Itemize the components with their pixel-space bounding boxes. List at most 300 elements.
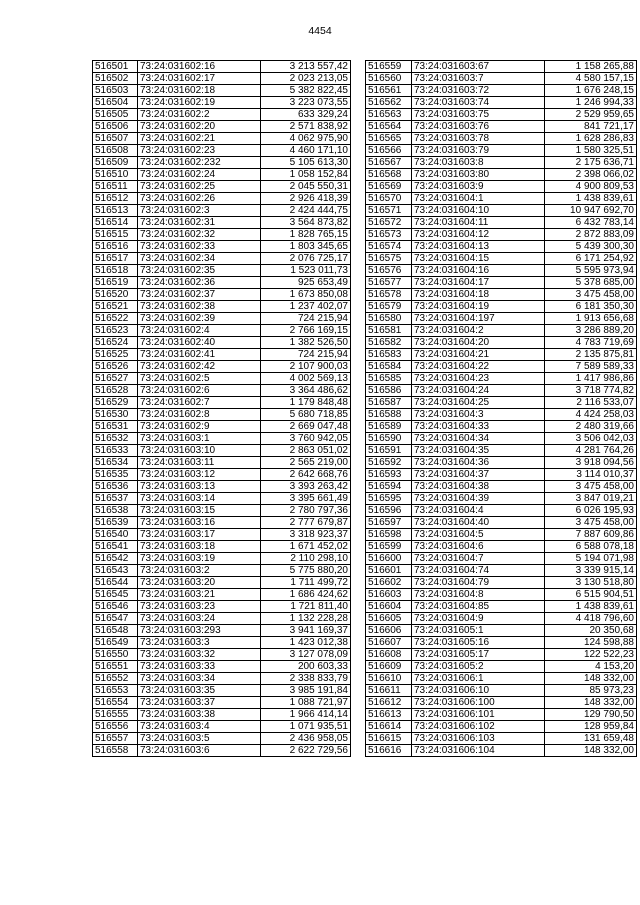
table-row — [93, 493, 351, 505]
cadastral-value: 1 246 994,33 — [545, 97, 637, 109]
cadastral-value: 3 114 010,37 — [545, 469, 637, 481]
table-row — [93, 61, 351, 73]
cadastral-number: 73:24:031603:21 — [138, 589, 261, 601]
table-row — [366, 289, 637, 301]
cadastral-number: 73:24:031603:4 — [138, 721, 261, 733]
cadastral-value: 1 580 325,51 — [545, 145, 637, 157]
table-row — [93, 733, 351, 745]
cadastral-value: 3 127 078,09 — [261, 649, 351, 661]
registry-table-right — [365, 60, 637, 757]
cadastral-number: 73:24:031602:35 — [138, 265, 261, 277]
cadastral-number: 73:24:031604:197 — [412, 313, 545, 325]
row-number: 516540 — [93, 529, 138, 541]
row-number: 516562 — [366, 97, 412, 109]
cadastral-value: 1 671 452,02 — [261, 541, 351, 553]
row-number: 516567 — [366, 157, 412, 169]
row-number: 516520 — [93, 289, 138, 301]
cadastral-value: 633 329,24 — [261, 109, 351, 121]
table-row — [366, 193, 637, 205]
cadastral-value: 3 339 915,14 — [545, 565, 637, 577]
cadastral-value: 1 803 345,65 — [261, 241, 351, 253]
cadastral-value: 5 105 613,30 — [261, 157, 351, 169]
table-row — [93, 337, 351, 349]
cadastral-number: 73:24:031602:20 — [138, 121, 261, 133]
cadastral-number: 73:24:031602:32 — [138, 229, 261, 241]
row-number: 516616 — [366, 745, 412, 757]
cadastral-value: 1 711 499,72 — [261, 577, 351, 589]
row-number: 516550 — [93, 649, 138, 661]
cadastral-value: 2 565 219,00 — [261, 457, 351, 469]
cadastral-value: 4 418 796,60 — [545, 613, 637, 625]
table-row — [93, 133, 351, 145]
table-row — [93, 241, 351, 253]
cadastral-number: 73:24:031604:11 — [412, 217, 545, 229]
table-row — [93, 697, 351, 709]
row-number: 516602 — [366, 577, 412, 589]
cadastral-value: 10 947 692,70 — [545, 205, 637, 217]
table-row — [366, 529, 637, 541]
cadastral-value: 2 338 833,79 — [261, 673, 351, 685]
table-row — [93, 577, 351, 589]
table-row — [366, 517, 637, 529]
row-number: 516561 — [366, 85, 412, 97]
cadastral-value: 5 378 685,00 — [545, 277, 637, 289]
cadastral-number: 73:24:031604:38 — [412, 481, 545, 493]
table-row — [93, 85, 351, 97]
cadastral-number: 73:24:031603:74 — [412, 97, 545, 109]
cadastral-value: 7 887 609,86 — [545, 529, 637, 541]
table-row — [93, 721, 351, 733]
table-row — [366, 205, 637, 217]
row-number: 516569 — [366, 181, 412, 193]
cadastral-number: 73:24:031603:76 — [412, 121, 545, 133]
table-row — [93, 469, 351, 481]
cadastral-number: 73:24:031602:7 — [138, 397, 261, 409]
table-row — [93, 385, 351, 397]
row-number: 516571 — [366, 205, 412, 217]
cadastral-number: 73:24:031603:67 — [412, 61, 545, 73]
cadastral-value: 3 213 557,42 — [261, 61, 351, 73]
cadastral-value: 3 847 019,21 — [545, 493, 637, 505]
cadastral-number: 73:24:031604:33 — [412, 421, 545, 433]
cadastral-value: 2 116 533,07 — [545, 397, 637, 409]
cadastral-value: 3 364 486,62 — [261, 385, 351, 397]
table-row — [366, 649, 637, 661]
cadastral-value: 3 718 774,82 — [545, 385, 637, 397]
cadastral-number: 73:24:031603:14 — [138, 493, 261, 505]
row-number: 516553 — [93, 685, 138, 697]
row-number: 516515 — [93, 229, 138, 241]
cadastral-value: 5 775 880,20 — [261, 565, 351, 577]
row-number: 516558 — [93, 745, 138, 757]
table-row — [93, 277, 351, 289]
table-row — [93, 601, 351, 613]
row-number: 516589 — [366, 421, 412, 433]
page-number: 4454 — [308, 25, 332, 37]
cadastral-number: 73:24:031602:4 — [138, 325, 261, 337]
cadastral-value: 1 628 286,83 — [545, 133, 637, 145]
cadastral-number: 73:24:031604:85 — [412, 601, 545, 613]
cadastral-number: 73:24:031603:15 — [138, 505, 261, 517]
cadastral-value: 1 132 228,28 — [261, 613, 351, 625]
cadastral-number: 73:24:031604:21 — [412, 349, 545, 361]
cadastral-number: 73:24:031602:36 — [138, 277, 261, 289]
row-number: 516611 — [366, 685, 412, 697]
cadastral-value: 6 515 904,51 — [545, 589, 637, 601]
row-number: 516612 — [366, 697, 412, 709]
table-row — [366, 73, 637, 85]
table-row — [366, 481, 637, 493]
table-row — [93, 265, 351, 277]
table-row — [93, 613, 351, 625]
table-row — [366, 85, 637, 97]
row-number: 516512 — [93, 193, 138, 205]
table-row — [93, 97, 351, 109]
cadastral-value: 1 158 265,88 — [545, 61, 637, 73]
row-number: 516564 — [366, 121, 412, 133]
table-row — [366, 121, 637, 133]
table-row — [93, 685, 351, 697]
table-row — [93, 217, 351, 229]
cadastral-number: 73:24:031602:38 — [138, 301, 261, 313]
cadastral-number: 73:24:031603:23 — [138, 601, 261, 613]
cadastral-value: 3 941 169,37 — [261, 625, 351, 637]
row-number: 516532 — [93, 433, 138, 445]
row-number: 516538 — [93, 505, 138, 517]
cadastral-value: 2 480 319,66 — [545, 421, 637, 433]
cadastral-number: 73:24:031603:80 — [412, 169, 545, 181]
row-number: 516572 — [366, 217, 412, 229]
row-number: 516590 — [366, 433, 412, 445]
cadastral-value: 2 926 418,39 — [261, 193, 351, 205]
cadastral-number: 73:24:031602:19 — [138, 97, 261, 109]
row-number: 516587 — [366, 397, 412, 409]
table-row — [366, 601, 637, 613]
cadastral-number: 73:24:031604:15 — [412, 253, 545, 265]
table-row — [366, 469, 637, 481]
cadastral-number: 73:24:031606:104 — [412, 745, 545, 757]
cadastral-number: 73:24:031603:10 — [138, 445, 261, 457]
table-row — [366, 145, 637, 157]
cadastral-number: 73:24:031604:25 — [412, 397, 545, 409]
table-row — [93, 169, 351, 181]
cadastral-value: 200 603,33 — [261, 661, 351, 673]
cadastral-value: 4 783 719,69 — [545, 337, 637, 349]
row-number: 516575 — [366, 253, 412, 265]
cadastral-number: 73:24:031603:12 — [138, 469, 261, 481]
row-number: 516517 — [93, 253, 138, 265]
table-row — [93, 193, 351, 205]
row-number: 516527 — [93, 373, 138, 385]
cadastral-value: 124 598,88 — [545, 637, 637, 649]
cadastral-value: 122 522,23 — [545, 649, 637, 661]
cadastral-value: 1 438 839,61 — [545, 193, 637, 205]
cadastral-number: 73:24:031603:78 — [412, 133, 545, 145]
table-row — [366, 745, 637, 757]
cadastral-value: 3 130 518,80 — [545, 577, 637, 589]
cadastral-value: 4 002 569,13 — [261, 373, 351, 385]
row-number: 516607 — [366, 637, 412, 649]
table-row — [93, 481, 351, 493]
cadastral-number: 73:24:031602:42 — [138, 361, 261, 373]
cadastral-number: 73:24:031602:25 — [138, 181, 261, 193]
row-number: 516537 — [93, 493, 138, 505]
cadastral-number: 73:24:031603:17 — [138, 529, 261, 541]
cadastral-value: 5 194 071,98 — [545, 553, 637, 565]
cadastral-value: 3 395 661,49 — [261, 493, 351, 505]
cadastral-value: 5 595 973,94 — [545, 265, 637, 277]
row-number: 516596 — [366, 505, 412, 517]
cadastral-value: 3 223 073,55 — [261, 97, 351, 109]
cadastral-value: 2 110 298,10 — [261, 553, 351, 565]
cadastral-number: 73:24:031602:6 — [138, 385, 261, 397]
cadastral-number: 73:24:031606:103 — [412, 733, 545, 745]
cadastral-value: 1 423 012,38 — [261, 637, 351, 649]
row-number: 516548 — [93, 625, 138, 637]
row-number: 516568 — [366, 169, 412, 181]
row-number: 516509 — [93, 157, 138, 169]
row-number: 516513 — [93, 205, 138, 217]
row-number: 516533 — [93, 445, 138, 457]
cadastral-number: 73:24:031602:31 — [138, 217, 261, 229]
cadastral-value: 4 424 258,03 — [545, 409, 637, 421]
cadastral-number: 73:24:031604:4 — [412, 505, 545, 517]
cadastral-value: 6 181 350,30 — [545, 301, 637, 313]
cadastral-number: 73:24:031604:20 — [412, 337, 545, 349]
cadastral-number: 73:24:031603:8 — [412, 157, 545, 169]
table-row — [366, 349, 637, 361]
cadastral-value: 1 058 152,84 — [261, 169, 351, 181]
row-number: 516578 — [366, 289, 412, 301]
table-row — [366, 217, 637, 229]
row-number: 516593 — [366, 469, 412, 481]
cadastral-value: 2 398 066,02 — [545, 169, 637, 181]
cadastral-value: 2 424 444,75 — [261, 205, 351, 217]
cadastral-value: 3 918 094,56 — [545, 457, 637, 469]
cadastral-number: 73:24:031602:34 — [138, 253, 261, 265]
cadastral-value: 3 475 458,00 — [545, 289, 637, 301]
cadastral-number: 73:24:031604:37 — [412, 469, 545, 481]
row-number: 516545 — [93, 589, 138, 601]
cadastral-value: 1 237 402,07 — [261, 301, 351, 313]
table-row — [366, 541, 637, 553]
cadastral-number: 73:24:031603:13 — [138, 481, 261, 493]
row-number: 516549 — [93, 637, 138, 649]
cadastral-number: 73:24:031604:16 — [412, 265, 545, 277]
cadastral-number: 73:24:031603:5 — [138, 733, 261, 745]
table-row — [366, 241, 637, 253]
cadastral-number: 73:24:031604:19 — [412, 301, 545, 313]
row-number: 516613 — [366, 709, 412, 721]
cadastral-number: 73:24:031602:9 — [138, 421, 261, 433]
table-row — [93, 445, 351, 457]
table-row — [93, 541, 351, 553]
row-number: 516591 — [366, 445, 412, 457]
table-row — [366, 109, 637, 121]
table-row — [93, 373, 351, 385]
table-row — [93, 433, 351, 445]
table-row — [366, 709, 637, 721]
cadastral-value: 6 026 195,93 — [545, 505, 637, 517]
cadastral-value: 2 622 729,56 — [261, 745, 351, 757]
table-row — [93, 709, 351, 721]
row-number: 516518 — [93, 265, 138, 277]
cadastral-number: 73:24:031603:33 — [138, 661, 261, 673]
table-row — [366, 613, 637, 625]
cadastral-number: 73:24:031603:1 — [138, 433, 261, 445]
row-number: 516501 — [93, 61, 138, 73]
table-row — [93, 397, 351, 409]
row-number: 516585 — [366, 373, 412, 385]
row-number: 516525 — [93, 349, 138, 361]
row-number: 516560 — [366, 73, 412, 85]
cadastral-value: 129 790,50 — [545, 709, 637, 721]
cadastral-number: 73:24:031604:79 — [412, 577, 545, 589]
row-number: 516598 — [366, 529, 412, 541]
cadastral-number: 73:24:031604:13 — [412, 241, 545, 253]
cadastral-value: 1 966 414,14 — [261, 709, 351, 721]
cadastral-value: 148 332,00 — [545, 673, 637, 685]
row-number: 516601 — [366, 565, 412, 577]
table-row — [366, 97, 637, 109]
cadastral-value: 841 721,17 — [545, 121, 637, 133]
row-number: 516530 — [93, 409, 138, 421]
row-number: 516521 — [93, 301, 138, 313]
table-row — [93, 625, 351, 637]
cadastral-value: 2 045 550,31 — [261, 181, 351, 193]
cadastral-number: 73:24:031603:3 — [138, 637, 261, 649]
cadastral-value: 1 676 248,15 — [545, 85, 637, 97]
row-number: 516541 — [93, 541, 138, 553]
row-number: 516605 — [366, 613, 412, 625]
table-row — [93, 229, 351, 241]
row-number: 516614 — [366, 721, 412, 733]
cadastral-number: 73:24:031606:100 — [412, 697, 545, 709]
cadastral-value: 2 023 213,05 — [261, 73, 351, 85]
row-number: 516615 — [366, 733, 412, 745]
table-row — [93, 661, 351, 673]
table-row — [366, 577, 637, 589]
row-number: 516529 — [93, 397, 138, 409]
cadastral-number: 73:24:031603:2 — [138, 565, 261, 577]
cadastral-number: 73:24:031603:293 — [138, 625, 261, 637]
table-row — [93, 517, 351, 529]
row-number: 516543 — [93, 565, 138, 577]
cadastral-value: 724 215,94 — [261, 313, 351, 325]
cadastral-value: 2 766 169,15 — [261, 325, 351, 337]
cadastral-value: 3 760 942,05 — [261, 433, 351, 445]
cadastral-value: 2 642 668,76 — [261, 469, 351, 481]
cadastral-number: 73:24:031603:79 — [412, 145, 545, 157]
cadastral-number: 73:24:031602:40 — [138, 337, 261, 349]
row-number: 516557 — [93, 733, 138, 745]
cadastral-number: 73:24:031603:75 — [412, 109, 545, 121]
row-number: 516535 — [93, 469, 138, 481]
cadastral-value: 3 564 873,82 — [261, 217, 351, 229]
row-number: 516610 — [366, 673, 412, 685]
row-number: 516544 — [93, 577, 138, 589]
cadastral-value: 5 680 718,85 — [261, 409, 351, 421]
cadastral-number: 73:24:031606:101 — [412, 709, 545, 721]
cadastral-number: 73:24:031603:11 — [138, 457, 261, 469]
cadastral-number: 73:24:031604:74 — [412, 565, 545, 577]
table-row — [366, 553, 637, 565]
table-row — [366, 625, 637, 637]
row-number: 516588 — [366, 409, 412, 421]
row-number: 516551 — [93, 661, 138, 673]
table-row — [366, 253, 637, 265]
row-number: 516559 — [366, 61, 412, 73]
cadastral-value: 1 828 765,15 — [261, 229, 351, 241]
cadastral-value: 4 900 809,53 — [545, 181, 637, 193]
cadastral-value: 131 659,48 — [545, 733, 637, 745]
row-number: 516510 — [93, 169, 138, 181]
cadastral-value: 128 959,84 — [545, 721, 637, 733]
row-number: 516582 — [366, 337, 412, 349]
cadastral-number: 73:24:031603:34 — [138, 673, 261, 685]
row-number: 516594 — [366, 481, 412, 493]
cadastral-value: 148 332,00 — [545, 697, 637, 709]
cadastral-number: 73:24:031603:32 — [138, 649, 261, 661]
table-row — [366, 313, 637, 325]
cadastral-number: 73:24:031603:19 — [138, 553, 261, 565]
cadastral-value: 2 436 958,05 — [261, 733, 351, 745]
table-row — [366, 733, 637, 745]
cadastral-number: 73:24:031602:39 — [138, 313, 261, 325]
row-number: 516570 — [366, 193, 412, 205]
cadastral-number: 73:24:031602:33 — [138, 241, 261, 253]
cadastral-value: 3 475 458,00 — [545, 517, 637, 529]
cadastral-number: 73:24:031606:10 — [412, 685, 545, 697]
row-number: 516542 — [93, 553, 138, 565]
cadastral-number: 73:24:031604:1 — [412, 193, 545, 205]
row-number: 516606 — [366, 625, 412, 637]
cadastral-value: 6 588 078,18 — [545, 541, 637, 553]
row-number: 516565 — [366, 133, 412, 145]
cadastral-value: 2 175 636,71 — [545, 157, 637, 169]
cadastral-value: 3 393 263,42 — [261, 481, 351, 493]
cadastral-number: 73:24:031606:102 — [412, 721, 545, 733]
row-number: 516502 — [93, 73, 138, 85]
table-row — [366, 457, 637, 469]
row-number: 516526 — [93, 361, 138, 373]
table-row — [93, 121, 351, 133]
cadastral-number: 73:24:031604:8 — [412, 589, 545, 601]
table-row — [93, 409, 351, 421]
cadastral-number: 73:24:031603:16 — [138, 517, 261, 529]
cadastral-value: 5 439 300,30 — [545, 241, 637, 253]
cadastral-value: 2 777 679,87 — [261, 517, 351, 529]
row-number: 516506 — [93, 121, 138, 133]
table-row — [93, 301, 351, 313]
table-row — [366, 169, 637, 181]
row-number: 516581 — [366, 325, 412, 337]
cadastral-number: 73:24:031602:232 — [138, 157, 261, 169]
row-number: 516523 — [93, 325, 138, 337]
table-row — [366, 685, 637, 697]
table-row — [366, 397, 637, 409]
cadastral-value: 1 721 811,40 — [261, 601, 351, 613]
cadastral-number: 73:24:031604:2 — [412, 325, 545, 337]
table-row — [366, 265, 637, 277]
cadastral-value: 85 973,23 — [545, 685, 637, 697]
row-number: 516524 — [93, 337, 138, 349]
cadastral-value: 3 475 458,00 — [545, 481, 637, 493]
cadastral-value: 1 523 011,73 — [261, 265, 351, 277]
cadastral-number: 73:24:031604:22 — [412, 361, 545, 373]
cadastral-number: 73:24:031603:38 — [138, 709, 261, 721]
cadastral-number: 73:24:031604:3 — [412, 409, 545, 421]
